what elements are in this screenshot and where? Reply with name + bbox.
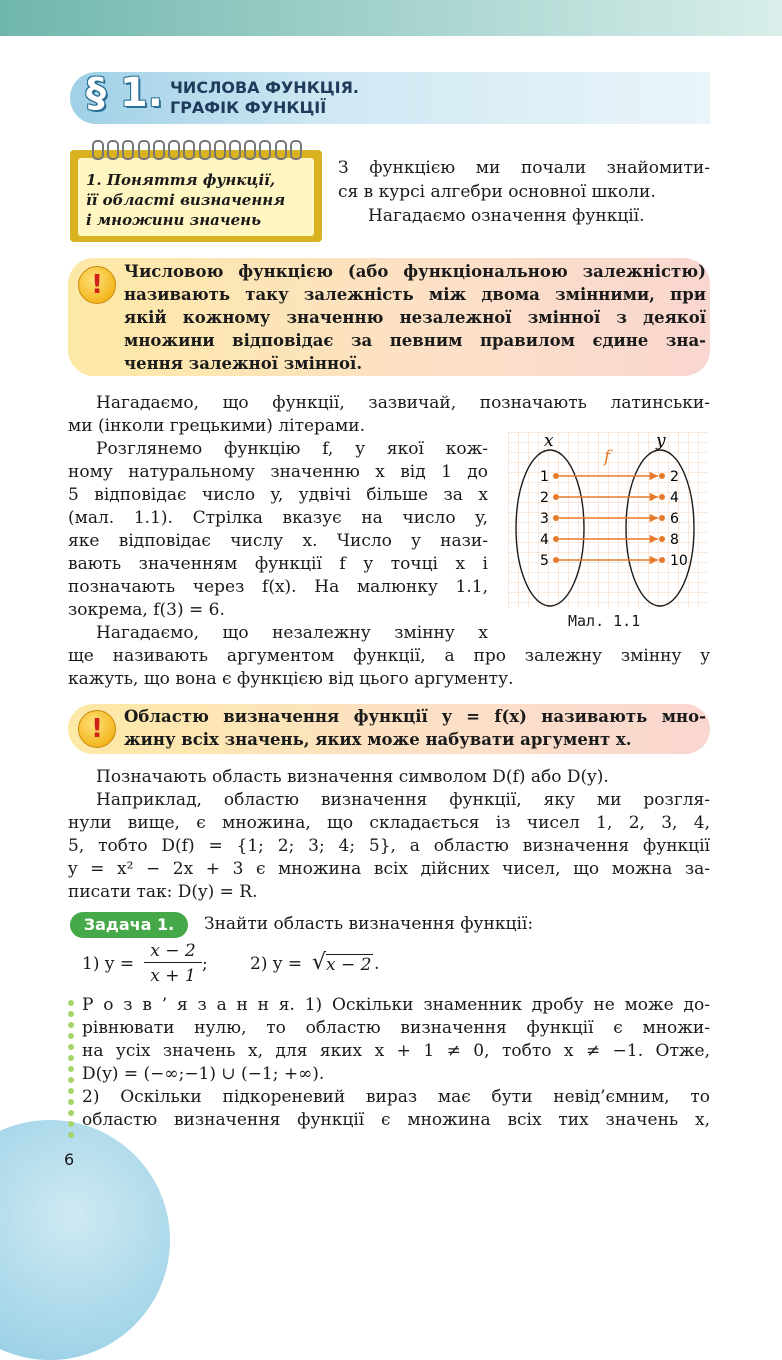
intro-text xyxy=(338,156,710,228)
solution-line: на усіх значень x, для яких x + 1 ≠ 0, тобто x ≠ −1. Отже, xyxy=(82,1041,710,1061)
y-point xyxy=(659,473,665,479)
intro-line3: Нагадаємо означення функції. xyxy=(368,206,645,226)
set-x-label: x xyxy=(544,432,554,451)
x-value-label: 4 xyxy=(540,532,549,548)
subsection-title xyxy=(86,170,312,230)
y-value-label: 2 xyxy=(670,469,679,485)
y-point xyxy=(659,515,665,521)
intro-line1: З функцією ми почали знайомити- xyxy=(338,158,710,178)
expr1-numerator: x − 2 xyxy=(144,940,202,963)
intro-line2: ся в курсі алгебри основної школи. xyxy=(338,182,656,202)
para4-line: Наприклад, областю визначення функції, яку ми розгля- xyxy=(96,790,710,810)
para2-line: Розглянемо функцію f, у якої кож- xyxy=(96,439,488,459)
def1-line: чення залежної змінної. xyxy=(124,354,363,373)
para2-line: вають значенням функції f у точці x і xyxy=(68,554,488,574)
expr1-prefix: 1) y = xyxy=(82,954,135,974)
paragraph-example-function xyxy=(68,438,488,622)
mapping-diagram xyxy=(508,432,708,608)
expr1-suffix: ; xyxy=(202,954,208,974)
corner-decor-circle xyxy=(0,1120,170,1360)
figure-caption: Мал. 1.1 xyxy=(568,612,641,630)
spiral-binding-icon xyxy=(92,140,302,160)
task-badge: Задача 1. xyxy=(70,912,188,938)
def1-line: множини відповідає за певним правилом єдине зна- xyxy=(124,331,706,350)
y-point xyxy=(659,494,665,500)
expr2-suffix: . xyxy=(374,954,380,974)
x-value-label: 3 xyxy=(540,511,549,527)
x-point xyxy=(553,557,559,563)
y-value-label: 10 xyxy=(670,553,688,569)
para4-line: Позначають область визначення символом D(f) або D(y). xyxy=(96,767,609,787)
paragraph-domain-notation xyxy=(68,766,710,904)
para4-line: писати так: D(y) = R. xyxy=(68,882,258,902)
x-point xyxy=(553,515,559,521)
page-number: 6 xyxy=(64,1150,75,1169)
set-y-label: y xyxy=(656,432,666,451)
sqrt-icon: √ xyxy=(312,950,327,975)
para1-line: ми (інколи грецькими) літерами. xyxy=(68,416,366,436)
para2-line: позначають через f(x). На малюнку 1.1, xyxy=(68,577,488,597)
section-number: § 1. xyxy=(86,70,163,116)
y-value-label: 6 xyxy=(670,511,679,527)
section-title-line2: ГРАФІК ФУНКЦІЇ xyxy=(170,98,327,117)
def1-line: Числовою функцією (або функціональною залежністю) xyxy=(124,262,706,281)
para4-line: 5, тобто D(f) = {1; 2; 3; 4; 5}, а областю визначення функції xyxy=(68,836,710,856)
solution-margin-dots xyxy=(68,1000,74,1138)
y-point xyxy=(659,557,665,563)
def1-line: називають таку залежність між двома змінними, при xyxy=(124,285,706,304)
definition-domain-text xyxy=(124,705,706,751)
solution-line: D(y) = (−∞;−1) ∪ (−1; +∞). xyxy=(82,1064,325,1084)
solution-line: Р о з в ’ я з а н н я. 1) Оскільки знаменник дробу не може до- xyxy=(82,995,710,1015)
solution-line: 2) Оскільки підкореневий вираз має бути невід’ємним, то xyxy=(82,1087,710,1107)
y-point xyxy=(659,536,665,542)
expr1-denominator: x + 1 xyxy=(150,966,196,986)
exclamation-icon: ! xyxy=(78,710,116,748)
def2-line: Областю визначення функції y = f(x) називають мно- xyxy=(124,707,706,726)
solution-text xyxy=(82,994,710,1132)
definition-function-text xyxy=(124,260,706,375)
subsection-title-line3: і множини значень xyxy=(86,211,261,229)
def1-line: якій кожному значенню незалежної змінної з деякої xyxy=(124,308,706,327)
para4-line: нули вище, є множина, що складається із чисел 1, 2, 3, 4, xyxy=(68,813,710,833)
para2-line: 5 відповідає число y, удвічі більше за x xyxy=(68,485,488,505)
subsection-title-line2: її області визначення xyxy=(86,191,286,209)
x-point xyxy=(553,473,559,479)
x-value-label: 2 xyxy=(540,490,549,506)
y-value-label: 8 xyxy=(670,532,679,548)
top-decor-band xyxy=(0,0,782,36)
solution-line: рівнювати нулю, то областю визначення функції є множи- xyxy=(82,1018,710,1038)
def2-line: жину всіх значень, яких може набувати аргумент x. xyxy=(124,730,632,749)
section-header-bar xyxy=(70,72,710,124)
x-value-label: 5 xyxy=(540,553,549,569)
para3-line: ще називають аргументом функції, а про залежну змінну y xyxy=(68,646,710,666)
function-f-label: f xyxy=(604,447,611,467)
subsection-title-line1: 1. Поняття функції, xyxy=(86,171,276,189)
para1-line: Нагадаємо, що функції, зазвичай, позначають латинськи- xyxy=(96,393,710,413)
y-value-label: 4 xyxy=(670,490,679,506)
exclamation-icon: ! xyxy=(78,266,116,304)
paragraph-argument xyxy=(68,622,710,691)
para2-line: яке відповідає числу x. Число y нази- xyxy=(68,531,488,551)
x-value-label: 1 xyxy=(540,469,549,485)
expr2-prefix: 2) y = xyxy=(250,954,303,974)
para4-line: y = x² − 2x + 3 є множина всіх дійсних чисел, що можна за- xyxy=(68,859,710,879)
x-point xyxy=(553,494,559,500)
expr2-radicand: x − 2 xyxy=(326,955,372,975)
section-title-line1: ЧИСЛОВА ФУНКЦІЯ. xyxy=(170,78,359,97)
section-title xyxy=(170,78,359,118)
para3-line: кажуть, що вона є функцією від цього аргументу. xyxy=(68,669,514,689)
x-point xyxy=(553,536,559,542)
para3-line: Нагадаємо, що незалежну змінну x xyxy=(96,623,488,643)
para2-line: (мал. 1.1). Стрілка вказує на число y, xyxy=(68,508,488,528)
para2-line: ному натуральному значенню x від 1 до xyxy=(68,462,488,482)
solution-line: областю визначення функції є множина всіх тих значень x, xyxy=(82,1110,710,1130)
para2-line: зокрема, f(3) = 6. xyxy=(68,600,225,620)
task-text: Знайти область визначення функції: xyxy=(204,914,534,934)
